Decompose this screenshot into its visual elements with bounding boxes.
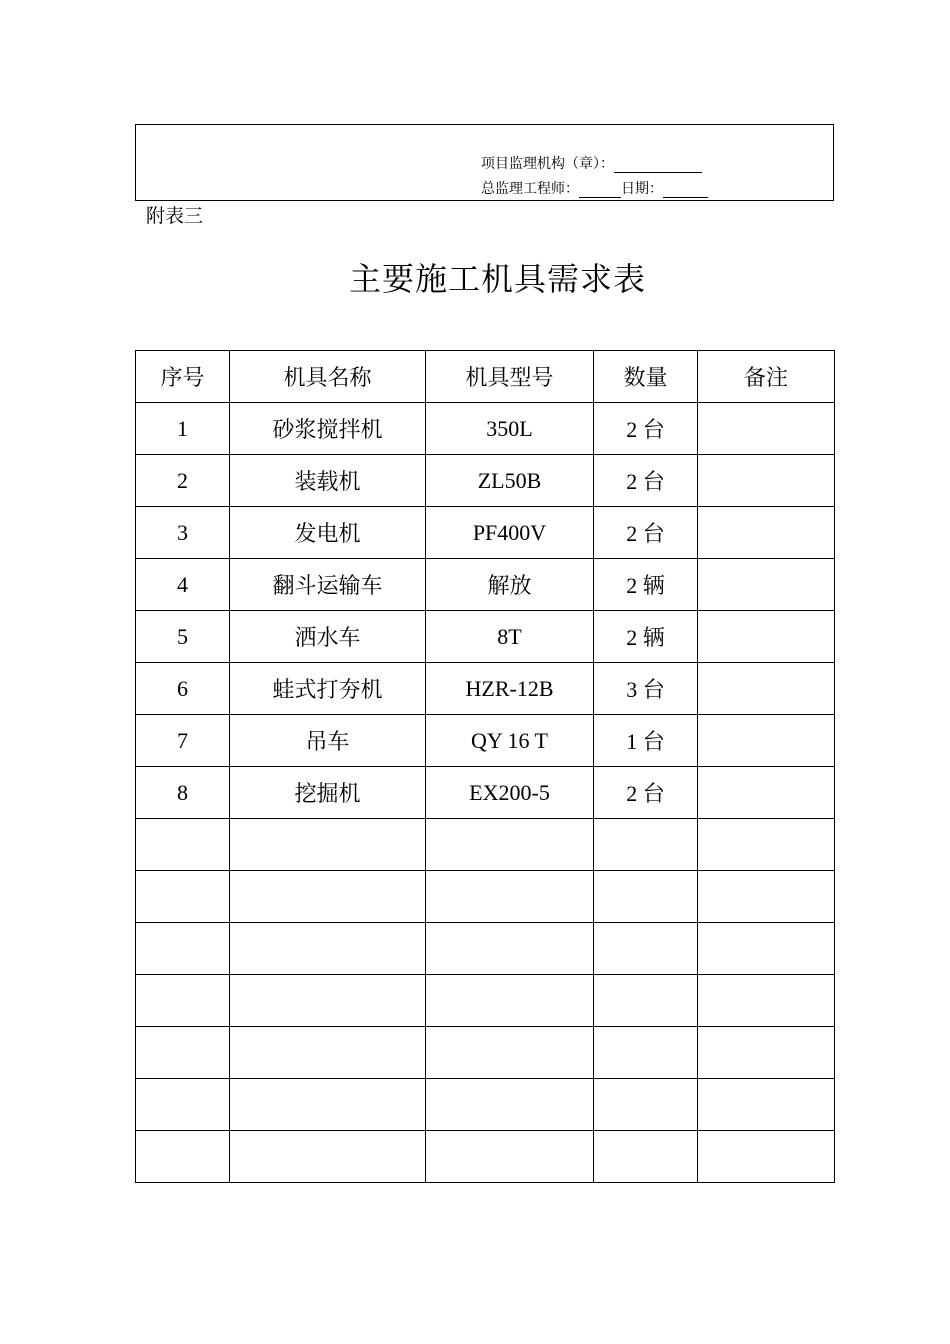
- chief-signature-blank[interactable]: [579, 183, 621, 198]
- cell-quantity: [594, 975, 698, 1027]
- table-row: [136, 1079, 835, 1131]
- cell-quantity: 3 台: [594, 663, 698, 715]
- cell-quantity: 2 台: [594, 507, 698, 559]
- cell-model: PF400V: [426, 507, 594, 559]
- cell-quantity: [594, 1027, 698, 1079]
- cell-index: 6: [136, 663, 230, 715]
- cell-quantity: 2 辆: [594, 611, 698, 663]
- table-row: [136, 403, 835, 455]
- cell-model: [426, 1131, 594, 1183]
- cell-index: [136, 871, 230, 923]
- table-row: [136, 455, 835, 507]
- table-row: [136, 663, 835, 715]
- cell-remarks: [698, 923, 835, 975]
- page-title: 主要施工机具需求表: [348, 260, 646, 298]
- cell-remarks: [698, 559, 835, 611]
- cell-index: 4: [136, 559, 230, 611]
- cell-model: ZL50B: [426, 455, 594, 507]
- cell-index: [136, 923, 230, 975]
- cell-quantity: 2 台: [594, 767, 698, 819]
- cell-index: 8: [136, 767, 230, 819]
- cell-model: [426, 923, 594, 975]
- cell-remarks: [698, 1027, 835, 1079]
- cell-model: [426, 975, 594, 1027]
- cell-remarks: [698, 663, 835, 715]
- table-row: [136, 1131, 835, 1183]
- cell-name: 翻斗运输车: [230, 559, 426, 611]
- cell-quantity: 2 台: [594, 403, 698, 455]
- cell-quantity: [594, 871, 698, 923]
- cell-name: 装载机: [230, 455, 426, 507]
- cell-name: 发电机: [230, 507, 426, 559]
- org-seal-line: [481, 153, 702, 173]
- cell-index: 7: [136, 715, 230, 767]
- date-label: 日期：: [621, 181, 663, 197]
- header-remarks: 备注: [698, 351, 835, 403]
- cell-index: [136, 1131, 230, 1183]
- cell-quantity: 2 辆: [594, 559, 698, 611]
- cell-index: 1: [136, 403, 230, 455]
- cell-remarks: [698, 507, 835, 559]
- cell-model: 350L: [426, 403, 594, 455]
- cell-index: [136, 1027, 230, 1079]
- cell-quantity: 1 台: [594, 715, 698, 767]
- cell-name: [230, 871, 426, 923]
- cell-model: [426, 871, 594, 923]
- cell-remarks: [698, 403, 835, 455]
- table-row: [136, 871, 835, 923]
- header-model: 机具型号: [426, 351, 594, 403]
- cell-remarks: [698, 975, 835, 1027]
- cell-index: 2: [136, 455, 230, 507]
- cell-index: [136, 975, 230, 1027]
- cell-index: 5: [136, 611, 230, 663]
- cell-quantity: [594, 819, 698, 871]
- cell-name: 蛙式打夯机: [230, 663, 426, 715]
- org-seal-label: 项目监理机构（章）：: [481, 156, 614, 172]
- cell-name: [230, 1027, 426, 1079]
- appendix-label: 附表三: [146, 205, 204, 227]
- table-row: [136, 715, 835, 767]
- cell-name: 吊车: [230, 715, 426, 767]
- cell-remarks: [698, 871, 835, 923]
- table-row: [136, 559, 835, 611]
- cell-name: 挖掘机: [230, 767, 426, 819]
- cell-index: [136, 1079, 230, 1131]
- cell-model: 8T: [426, 611, 594, 663]
- header-quantity: 数量: [594, 351, 698, 403]
- chief-signature-line: [481, 178, 708, 198]
- cell-remarks: [698, 455, 835, 507]
- cell-name: [230, 1079, 426, 1131]
- cell-model: [426, 1027, 594, 1079]
- header-index: 序号: [136, 351, 230, 403]
- cell-index: [136, 819, 230, 871]
- chief-engineer-label: 总监理工程师：: [481, 181, 579, 197]
- cell-model: [426, 1079, 594, 1131]
- cell-model: [426, 819, 594, 871]
- cell-quantity: [594, 1079, 698, 1131]
- cell-model: 解放: [426, 559, 594, 611]
- cell-remarks: [698, 767, 835, 819]
- cell-index: 3: [136, 507, 230, 559]
- cell-name: [230, 975, 426, 1027]
- table-row: [136, 507, 835, 559]
- cell-remarks: [698, 611, 835, 663]
- cell-name: [230, 1131, 426, 1183]
- cell-remarks: [698, 1079, 835, 1131]
- org-seal-blank[interactable]: [614, 158, 702, 173]
- cell-name: [230, 819, 426, 871]
- cell-model: QY 16 T: [426, 715, 594, 767]
- table-row: [136, 1027, 835, 1079]
- table-row: [136, 819, 835, 871]
- table-row: [136, 923, 835, 975]
- cell-remarks: [698, 715, 835, 767]
- cell-remarks: [698, 1131, 835, 1183]
- cell-model: EX200-5: [426, 767, 594, 819]
- header-name: 机具名称: [230, 351, 426, 403]
- table-row: [136, 611, 835, 663]
- cell-name: 洒水车: [230, 611, 426, 663]
- date-blank[interactable]: [663, 183, 708, 198]
- cell-name: 砂浆搅拌机: [230, 403, 426, 455]
- cell-quantity: [594, 923, 698, 975]
- approval-box: [135, 124, 834, 201]
- cell-quantity: [594, 1131, 698, 1183]
- cell-name: [230, 923, 426, 975]
- cell-remarks: [698, 819, 835, 871]
- table-header-row: [136, 351, 835, 403]
- table-row: [136, 975, 835, 1027]
- cell-quantity: 2 台: [594, 455, 698, 507]
- table-row: [136, 767, 835, 819]
- cell-model: HZR-12B: [426, 663, 594, 715]
- equipment-table: [135, 350, 835, 1183]
